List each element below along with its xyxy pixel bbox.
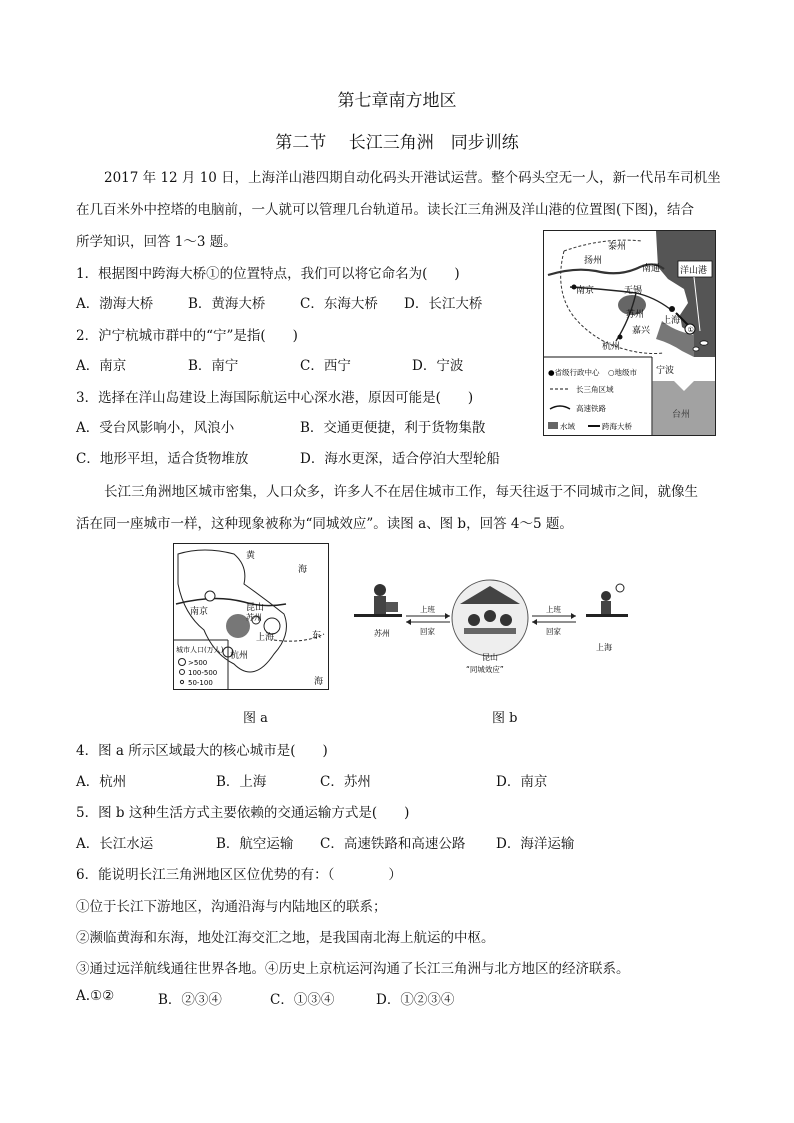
- intro1-line3: 所学知识，回答 1～3 题。: [76, 234, 237, 250]
- computer-icon: [386, 602, 398, 612]
- q2-option-a: A．南京: [76, 358, 127, 374]
- label-suzhou: 苏州: [246, 613, 262, 622]
- city-label-wuxi: 无锡: [624, 286, 643, 296]
- label-hai: 海: [298, 565, 308, 575]
- island: [700, 341, 708, 345]
- person-body: [601, 601, 611, 614]
- legend-title: 城市人口(万人): [176, 646, 224, 654]
- label-nanjing: 南京: [190, 607, 209, 617]
- legend-rail: 高速铁路: [576, 404, 606, 413]
- family-member-icon: [500, 614, 512, 626]
- legend-rail-line: [550, 406, 570, 409]
- port-label: 洋山港: [680, 266, 708, 276]
- legend-water-swatch: [548, 422, 558, 429]
- city-dot-shanghai: [669, 306, 675, 312]
- q4-stem: 4．图 a 所示区域最大的核心城市是( ): [76, 743, 328, 759]
- label-go-work-1: 上班: [420, 605, 435, 614]
- q6-option-d: D．①②③④: [376, 992, 455, 1008]
- city-label-shanghai: 上海: [662, 316, 681, 326]
- q5-option-d: D．海洋运输: [496, 836, 575, 852]
- city-dot-hangzhou: [618, 335, 623, 340]
- q2-option-c: C．西宁: [300, 358, 351, 374]
- label-shanghai: 上海: [256, 633, 275, 643]
- intro1-line1: 2017 年 12 月 10 日，上海洋山港四期自动化码头开港试运营。整个码头空无一人，新一代吊车司机坐: [104, 170, 721, 186]
- label-hangzhou: 杭州: [230, 651, 249, 661]
- q5-stem: 5．图 b 这种生活方式主要依赖的交通运输方式是( ): [76, 805, 410, 821]
- page-title: 第七章南方地区: [337, 91, 457, 111]
- label-shanghai: 上海: [596, 643, 612, 652]
- q2-option-d: D．宁波: [412, 358, 464, 374]
- q3-option-d: D．海水更深，适合停泊大型轮船: [300, 451, 500, 467]
- q6-statement-3: ③通过远洋航线通往世界各地。④历史上京杭运河沟通了长江三角洲与北方地区的经济联系。: [76, 961, 630, 977]
- clock-icon: [616, 584, 624, 592]
- legend-item-3: 50-100: [188, 679, 213, 687]
- city-label-ningbo: 宁波: [656, 366, 675, 376]
- figure-a-caption: 图 a: [243, 711, 268, 726]
- family-member-icon: [484, 610, 496, 622]
- q1-stem: 1．根据图中跨海大桥①的位置特点，我们可以将它命名为( ): [76, 266, 460, 282]
- legend-swatch-mid: [180, 670, 185, 675]
- legend-swatch-large: [179, 659, 186, 666]
- arrowhead: [532, 619, 537, 625]
- q6-statement-1: ①位于长江下游地区，沟通沿海与内陆地区的联系；: [76, 899, 387, 915]
- island: [693, 347, 699, 351]
- legend-item-2: 100-500: [188, 669, 218, 677]
- arrowhead: [445, 613, 450, 619]
- figure-b-svg: [350, 576, 630, 676]
- q1-option-a: A．渤海大桥: [76, 296, 154, 312]
- yangtze-delta-map-svg: [544, 231, 715, 435]
- label-go-home-1: 回家: [420, 627, 435, 636]
- city-label-suzhou: 苏州: [626, 310, 645, 320]
- legend-swatch-small: [180, 680, 183, 683]
- q4-option-a: A．杭州: [76, 774, 127, 790]
- label-go-home-2: 回家: [546, 627, 561, 636]
- intro1-line2: 在几百米外中控塔的电脑前，一人就可以管理几台轨道吊。读长江三角洲及洋山港的位置图(下图)，结合: [76, 202, 695, 218]
- yangtze-delta-map: [543, 230, 716, 436]
- q5-option-c: C．高速铁路和高速公路: [320, 836, 466, 852]
- intro2-line2: 活在同一座城市一样，这种现象被称为“同城效应”。读图 a、图 b，回答 4～5 题。: [76, 516, 573, 532]
- person-icon-suzhou: [374, 584, 386, 596]
- city-label-hangzhou: 杭州: [602, 342, 621, 352]
- label-kunshan: 昆山: [246, 603, 265, 613]
- label-same-city-effect: “同城效应”: [466, 665, 504, 674]
- q3-option-c: C．地形平坦，适合货物堆放: [76, 451, 249, 467]
- person-icon-shanghai: [601, 591, 611, 601]
- legend-item-1: >500: [188, 659, 208, 667]
- sea-area-south: [652, 381, 715, 435]
- yangtze-river: [176, 598, 286, 605]
- family-member-icon: [468, 614, 480, 626]
- label-hai2: 海: [314, 677, 324, 687]
- figure-b-caption: 图 b: [492, 711, 518, 726]
- label-kunshan: 昆山: [482, 653, 498, 662]
- intro2-line1: 长江三角洲地区城市密集，人口众多，许多人不在居住城市工作，每天往返于不同城市之间，就像生: [104, 484, 698, 500]
- legend-water: 水域: [560, 422, 575, 431]
- q5-option-a: A．长江水运: [76, 836, 154, 852]
- city-label-jiaxing: 嘉兴: [632, 326, 651, 336]
- arrowhead: [406, 619, 411, 625]
- city-label-yangzhou: 扬州: [584, 256, 603, 266]
- q1-option-c: C．东海大桥: [300, 296, 378, 312]
- q1-option-b: B．黄海大桥: [188, 296, 266, 312]
- label-huang: 黄: [246, 551, 256, 561]
- figure-b-diagram: [350, 576, 630, 676]
- q3-option-b: B．交通更便捷，利于货物集散: [300, 420, 486, 436]
- label-dong: 东: [312, 631, 322, 641]
- city-circle-shanghai: [264, 618, 280, 634]
- q3-option-a: A．受台风影响小，风浪小: [76, 420, 235, 436]
- bridge-marker-label: ①: [687, 326, 694, 334]
- q2-option-b: B．南宁: [188, 358, 239, 374]
- q6-option-a: A.①②: [76, 988, 115, 1004]
- label-go-work-2: 上班: [546, 605, 561, 614]
- city-label-nanjing: 南京: [576, 286, 595, 296]
- q3-stem: 3．选择在洋山岛建设上海国际航运中心深水港，原因可能是( ): [76, 390, 474, 406]
- table: [464, 628, 516, 634]
- label-suzhou: 苏州: [374, 629, 390, 638]
- city-label-taizhou: 泰州: [608, 242, 627, 252]
- legend-bridge: 跨海大桥: [602, 422, 632, 431]
- q6-option-b: B．②③④: [158, 992, 222, 1008]
- q5-option-b: B．航空运输: [216, 836, 294, 852]
- q6-option-c: C．①③④: [270, 992, 335, 1008]
- q1-option-d: D．长江大桥: [404, 296, 483, 312]
- q2-stem: 2．沪宁杭城市群中的“宁”是指( ): [76, 328, 298, 344]
- figure-a-map: [173, 543, 329, 690]
- q4-option-d: D．南京: [496, 774, 548, 790]
- q4-option-c: C．苏州: [320, 774, 371, 790]
- city-label-nantong: 南通: [642, 264, 661, 274]
- city-circle-nanjing: [205, 591, 215, 601]
- q4-option-b: B．上海: [216, 774, 267, 790]
- figure-a-svg: [174, 544, 328, 689]
- legend-prefecture-city: ○地级市: [608, 368, 638, 377]
- desk: [354, 614, 402, 617]
- page-subtitle: 第二节 长江三角洲 同步训练: [275, 133, 519, 153]
- q6-statement-2: ②濒临黄海和东海，地处江海交汇之地，是我国南北海上航运的中枢。: [76, 930, 495, 946]
- legend-region: 长三角区域: [576, 385, 614, 394]
- desk: [586, 614, 628, 617]
- q6-stem: 6．能说明长江三角洲地区区位优势的有：（ ）: [76, 867, 402, 883]
- person-body: [374, 596, 386, 614]
- arrowhead: [571, 613, 576, 619]
- legend-provincial-center: ●省级行政中心: [548, 368, 600, 377]
